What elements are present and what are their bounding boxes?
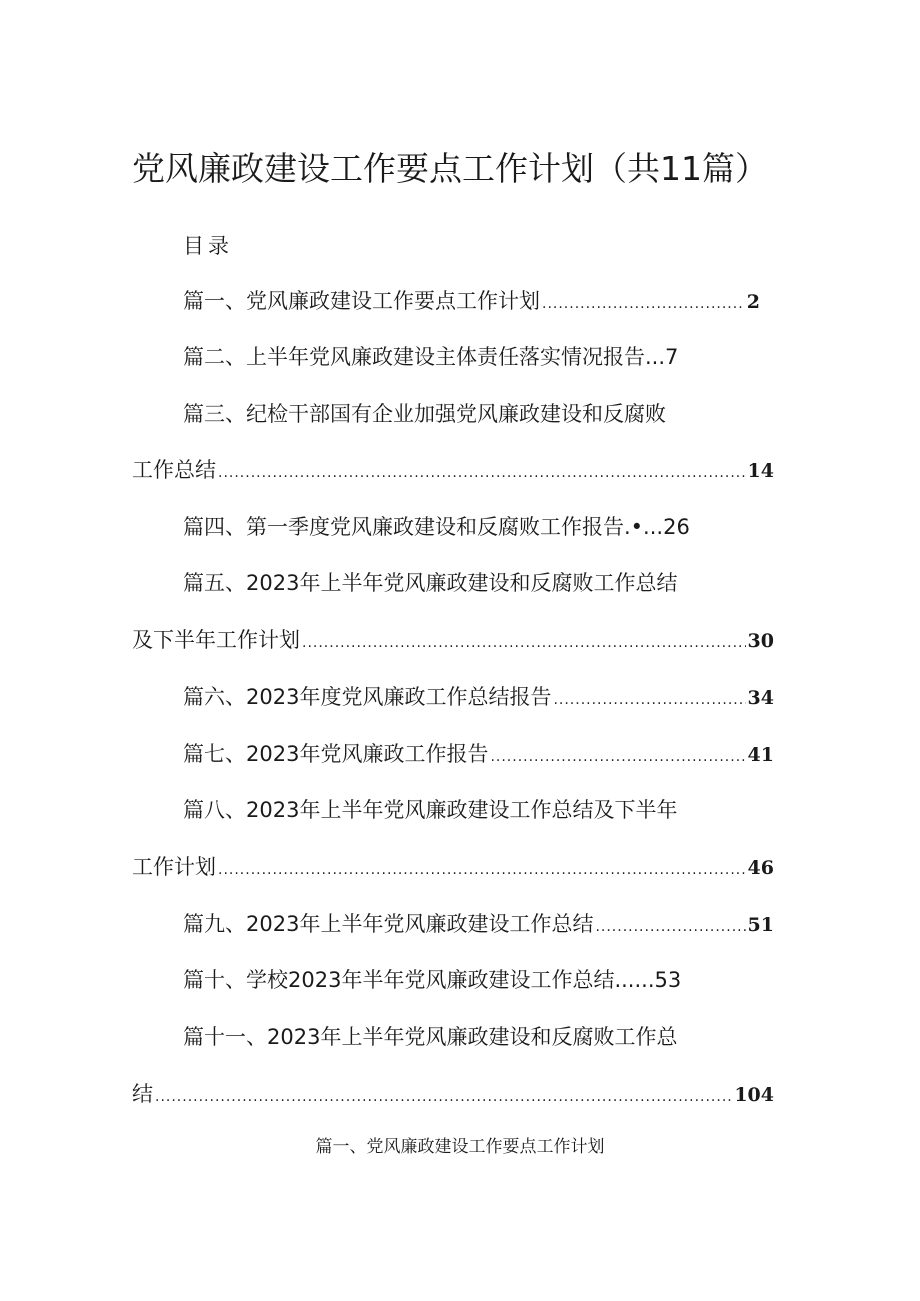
toc-entry-line[interactable] xyxy=(183,566,760,600)
toc-entry-line[interactable] xyxy=(132,1077,774,1111)
toc-entry-text: 工作总结 xyxy=(132,458,216,482)
toc-page-number: 30 xyxy=(747,630,774,652)
document-title: 党风廉政建设工作要点工作计划（共11篇） xyxy=(132,149,768,188)
toc-entry-text: 篇一、党风廉政建设工作要点工作计划 xyxy=(183,289,540,313)
toc-dot-leader xyxy=(595,910,745,944)
toc-entry-line[interactable] xyxy=(132,850,774,884)
toc-entry-text: 篇六、2023年度党风廉政工作总结报告 xyxy=(183,685,552,709)
toc-dot-leader xyxy=(302,626,746,660)
toc-entry-line[interactable] xyxy=(183,907,774,941)
toc-entry-line[interactable] xyxy=(183,963,730,997)
toc-page-number: 104 xyxy=(734,1084,774,1106)
toc-page-number: 46 xyxy=(747,857,774,879)
toc-entry-text: 篇十一、2023年上半年党风廉政建设和反腐败工作总 xyxy=(183,1025,678,1049)
toc-entry-line[interactable] xyxy=(183,680,774,714)
section-heading: 篇一、党风廉政建设工作要点工作计划 xyxy=(315,1137,605,1157)
toc-entry-text: 篇四、第一季度党风廉政建设和反腐败工作报告.•...26 xyxy=(183,515,690,539)
toc-dot-leader xyxy=(542,287,745,321)
toc-dot-leader xyxy=(218,456,746,490)
toc-heading: 目录 xyxy=(183,234,233,258)
toc-entry-text: 篇二、上半年党风廉政建设主体责任落实情况报告...7 xyxy=(183,345,679,369)
toc-entry-line[interactable] xyxy=(183,793,760,827)
toc-entry-text: 工作计划 xyxy=(132,855,216,879)
toc-dot-leader xyxy=(490,740,745,774)
toc-dot-leader xyxy=(218,853,746,887)
toc-page-number: 51 xyxy=(747,914,774,936)
toc-page-number: 41 xyxy=(747,744,774,766)
toc-page-number: 14 xyxy=(747,460,774,482)
toc-entry-line[interactable] xyxy=(132,453,774,487)
toc-entry-line[interactable] xyxy=(183,340,724,374)
toc-dot-leader xyxy=(553,683,745,717)
toc-entry-line[interactable] xyxy=(183,397,760,431)
toc-entry-text: 篇五、2023年上半年党风廉政建设和反腐败工作总结 xyxy=(183,571,678,595)
toc-entry-text: 篇七、2023年党风廉政工作报告 xyxy=(183,742,489,766)
toc-entry-line[interactable] xyxy=(183,737,774,771)
toc-page-number: 2 xyxy=(746,291,760,313)
toc-page-number: 34 xyxy=(747,687,774,709)
toc-entry-text: 篇十、学校2023年半年党风廉政建设工作总结......53 xyxy=(183,968,682,992)
toc-entry-text: 篇八、2023年上半年党风廉政建设工作总结及下半年 xyxy=(183,798,678,822)
toc-dot-leader xyxy=(155,1080,732,1114)
toc-entry-line[interactable] xyxy=(132,623,774,657)
toc-entry-line[interactable] xyxy=(183,284,760,318)
toc-entry-text: 结 xyxy=(132,1082,153,1106)
toc-entry-text: 篇九、2023年上半年党风廉政建设工作总结 xyxy=(183,912,594,936)
toc-entry-line[interactable] xyxy=(183,1020,760,1054)
toc-entry-line[interactable] xyxy=(183,510,730,544)
toc-entry-text: 篇三、纪检干部国有企业加强党风廉政建设和反腐败 xyxy=(183,402,666,426)
toc-entry-text: 及下半年工作计划 xyxy=(132,628,300,652)
